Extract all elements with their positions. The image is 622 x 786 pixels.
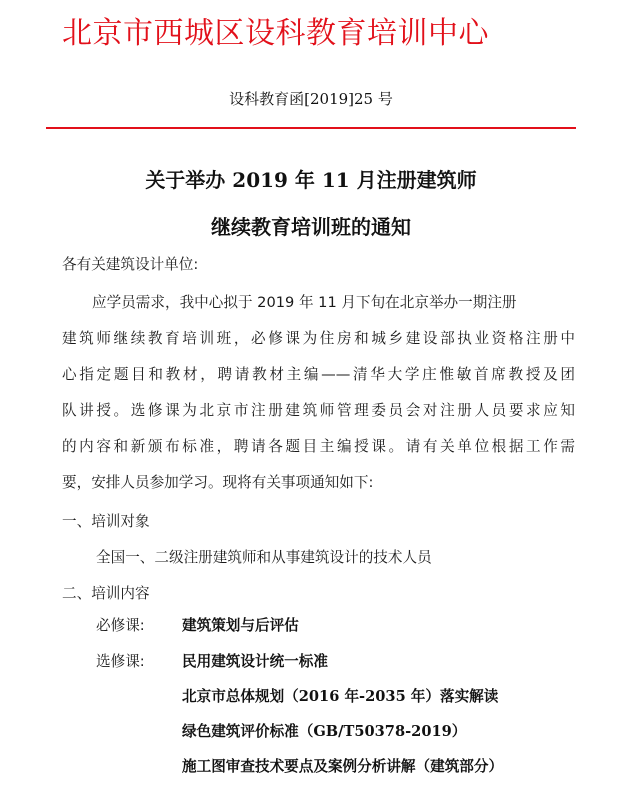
section-heading-training-target: 一、培训对象 bbox=[62, 513, 150, 530]
paragraph-line: 的内容和新颁布标准，聘请各题目主编授课。请有关单位根据工作需 bbox=[62, 438, 575, 455]
paragraph-line: 心指定题目和教材，聘请教材主编——清华大学庄惟敏首席教授及团 bbox=[62, 366, 575, 383]
salutation: 各有关建筑设计单位: bbox=[62, 256, 199, 273]
required-course-item: 建筑策划与后评估 bbox=[182, 617, 299, 634]
training-target-text: 全国一、二级注册建筑师和从事建筑设计的技术人员 bbox=[96, 549, 432, 566]
letterhead-red-rule bbox=[46, 127, 576, 129]
document-number: 设科教育函[2019]25 号 bbox=[229, 90, 393, 108]
elective-course-item: 施工图审查技术要点及案例分析讲解（建筑部分） bbox=[182, 758, 504, 775]
elective-course-label: 选修课: bbox=[96, 653, 145, 670]
elective-course-item: 绿色建筑评价标准（GB/T50378-2019） bbox=[182, 723, 467, 740]
notice-title-line-1: 关于举办 2019 年 11 月注册建筑师 bbox=[145, 168, 477, 192]
elective-course-item: 北京市总体规划（2016 年-2035 年）落实解读 bbox=[182, 688, 499, 705]
notice-title-line-2: 继续教育培训班的通知 bbox=[211, 215, 411, 239]
letterhead-org-name: 北京市西城区设科教育培训中心 bbox=[62, 16, 489, 51]
paragraph-line: 队讲授。选修课为北京市注册建筑师管理委员会对注册人员要求应知 bbox=[62, 402, 575, 419]
required-course-label: 必修课: bbox=[96, 617, 145, 634]
paragraph-line: 要，安排人员参加学习。现将有关事项通知如下: bbox=[62, 474, 374, 491]
section-heading-training-content: 二、培训内容 bbox=[62, 585, 150, 602]
elective-course-item: 民用建筑设计统一标准 bbox=[182, 653, 328, 670]
paragraph-line: 应学员需求，我中心拟于 2019 年 11 月下旬在北京举办一期注册 bbox=[92, 294, 517, 311]
paragraph-line: 建筑师继续教育培训班，必修课为住房和城乡建设部执业资格注册中 bbox=[62, 330, 575, 347]
